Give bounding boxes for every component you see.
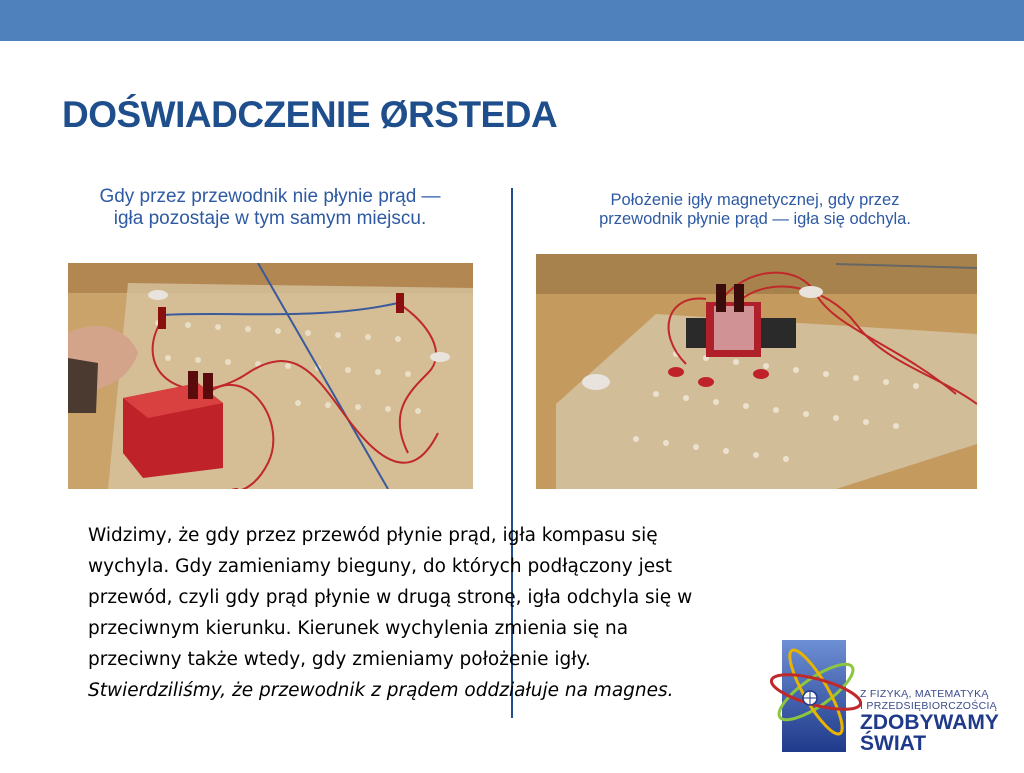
logo-name-line: ŚWIAT: [860, 732, 927, 755]
right-photo-caption: [535, 191, 975, 229]
explanation-line: przewód, czyli gdy prąd płynie w drugą stronę, igła odchyla się w: [88, 587, 693, 608]
conclusion-line: [88, 675, 778, 706]
logo-name-line: ZDOBYWAMY: [860, 711, 999, 734]
left-caption-line: Gdy przez przewodnik nie płynie prąd —: [99, 186, 441, 207]
left-caption-line: igła pozostaje w tym samym miejscu.: [113, 207, 427, 229]
explanation-line: przeciwnym kierunku. Kierunek wychylenia zmienia się na: [88, 618, 629, 639]
logo-tagline-line: I PRZEDSIĘBIORCZOŚCIĄ: [860, 700, 997, 712]
explanation-line: wychyla. Gdy zamieniamy bieguny, do których podłączony jest: [88, 556, 673, 577]
logo-name: [860, 712, 999, 754]
slide-title: DOŚWIADCZENIE ØRSTEDA: [62, 94, 558, 135]
left-photo-caption: [60, 186, 480, 230]
photo-with-current: [536, 254, 977, 489]
right-caption-line: Położenie igły magnetycznej, gdy przez: [610, 191, 900, 209]
right-caption-line: przewodnik płynie prąd — igła się odchyla.: [599, 209, 911, 228]
explanation-line: przeciwny także wtedy, gdy zmieniamy położenie igły.: [88, 649, 591, 670]
logo-tagline-line: Z FIZYKĄ, MATEMATYKĄ: [860, 688, 989, 700]
logo-tagline: [860, 688, 997, 712]
explanation-text: [88, 520, 778, 706]
explanation-line: Widzimy, że gdy przez przewód płynie prąd, igła kompasu się: [88, 525, 658, 546]
photo-no-current: [68, 263, 473, 489]
conclusion-text: Stwierdziliśmy, że przewodnik z prądem oddziałuje na magnes.: [88, 680, 674, 701]
top-accent-bar: [0, 0, 1024, 41]
project-logo: [770, 622, 1024, 768]
